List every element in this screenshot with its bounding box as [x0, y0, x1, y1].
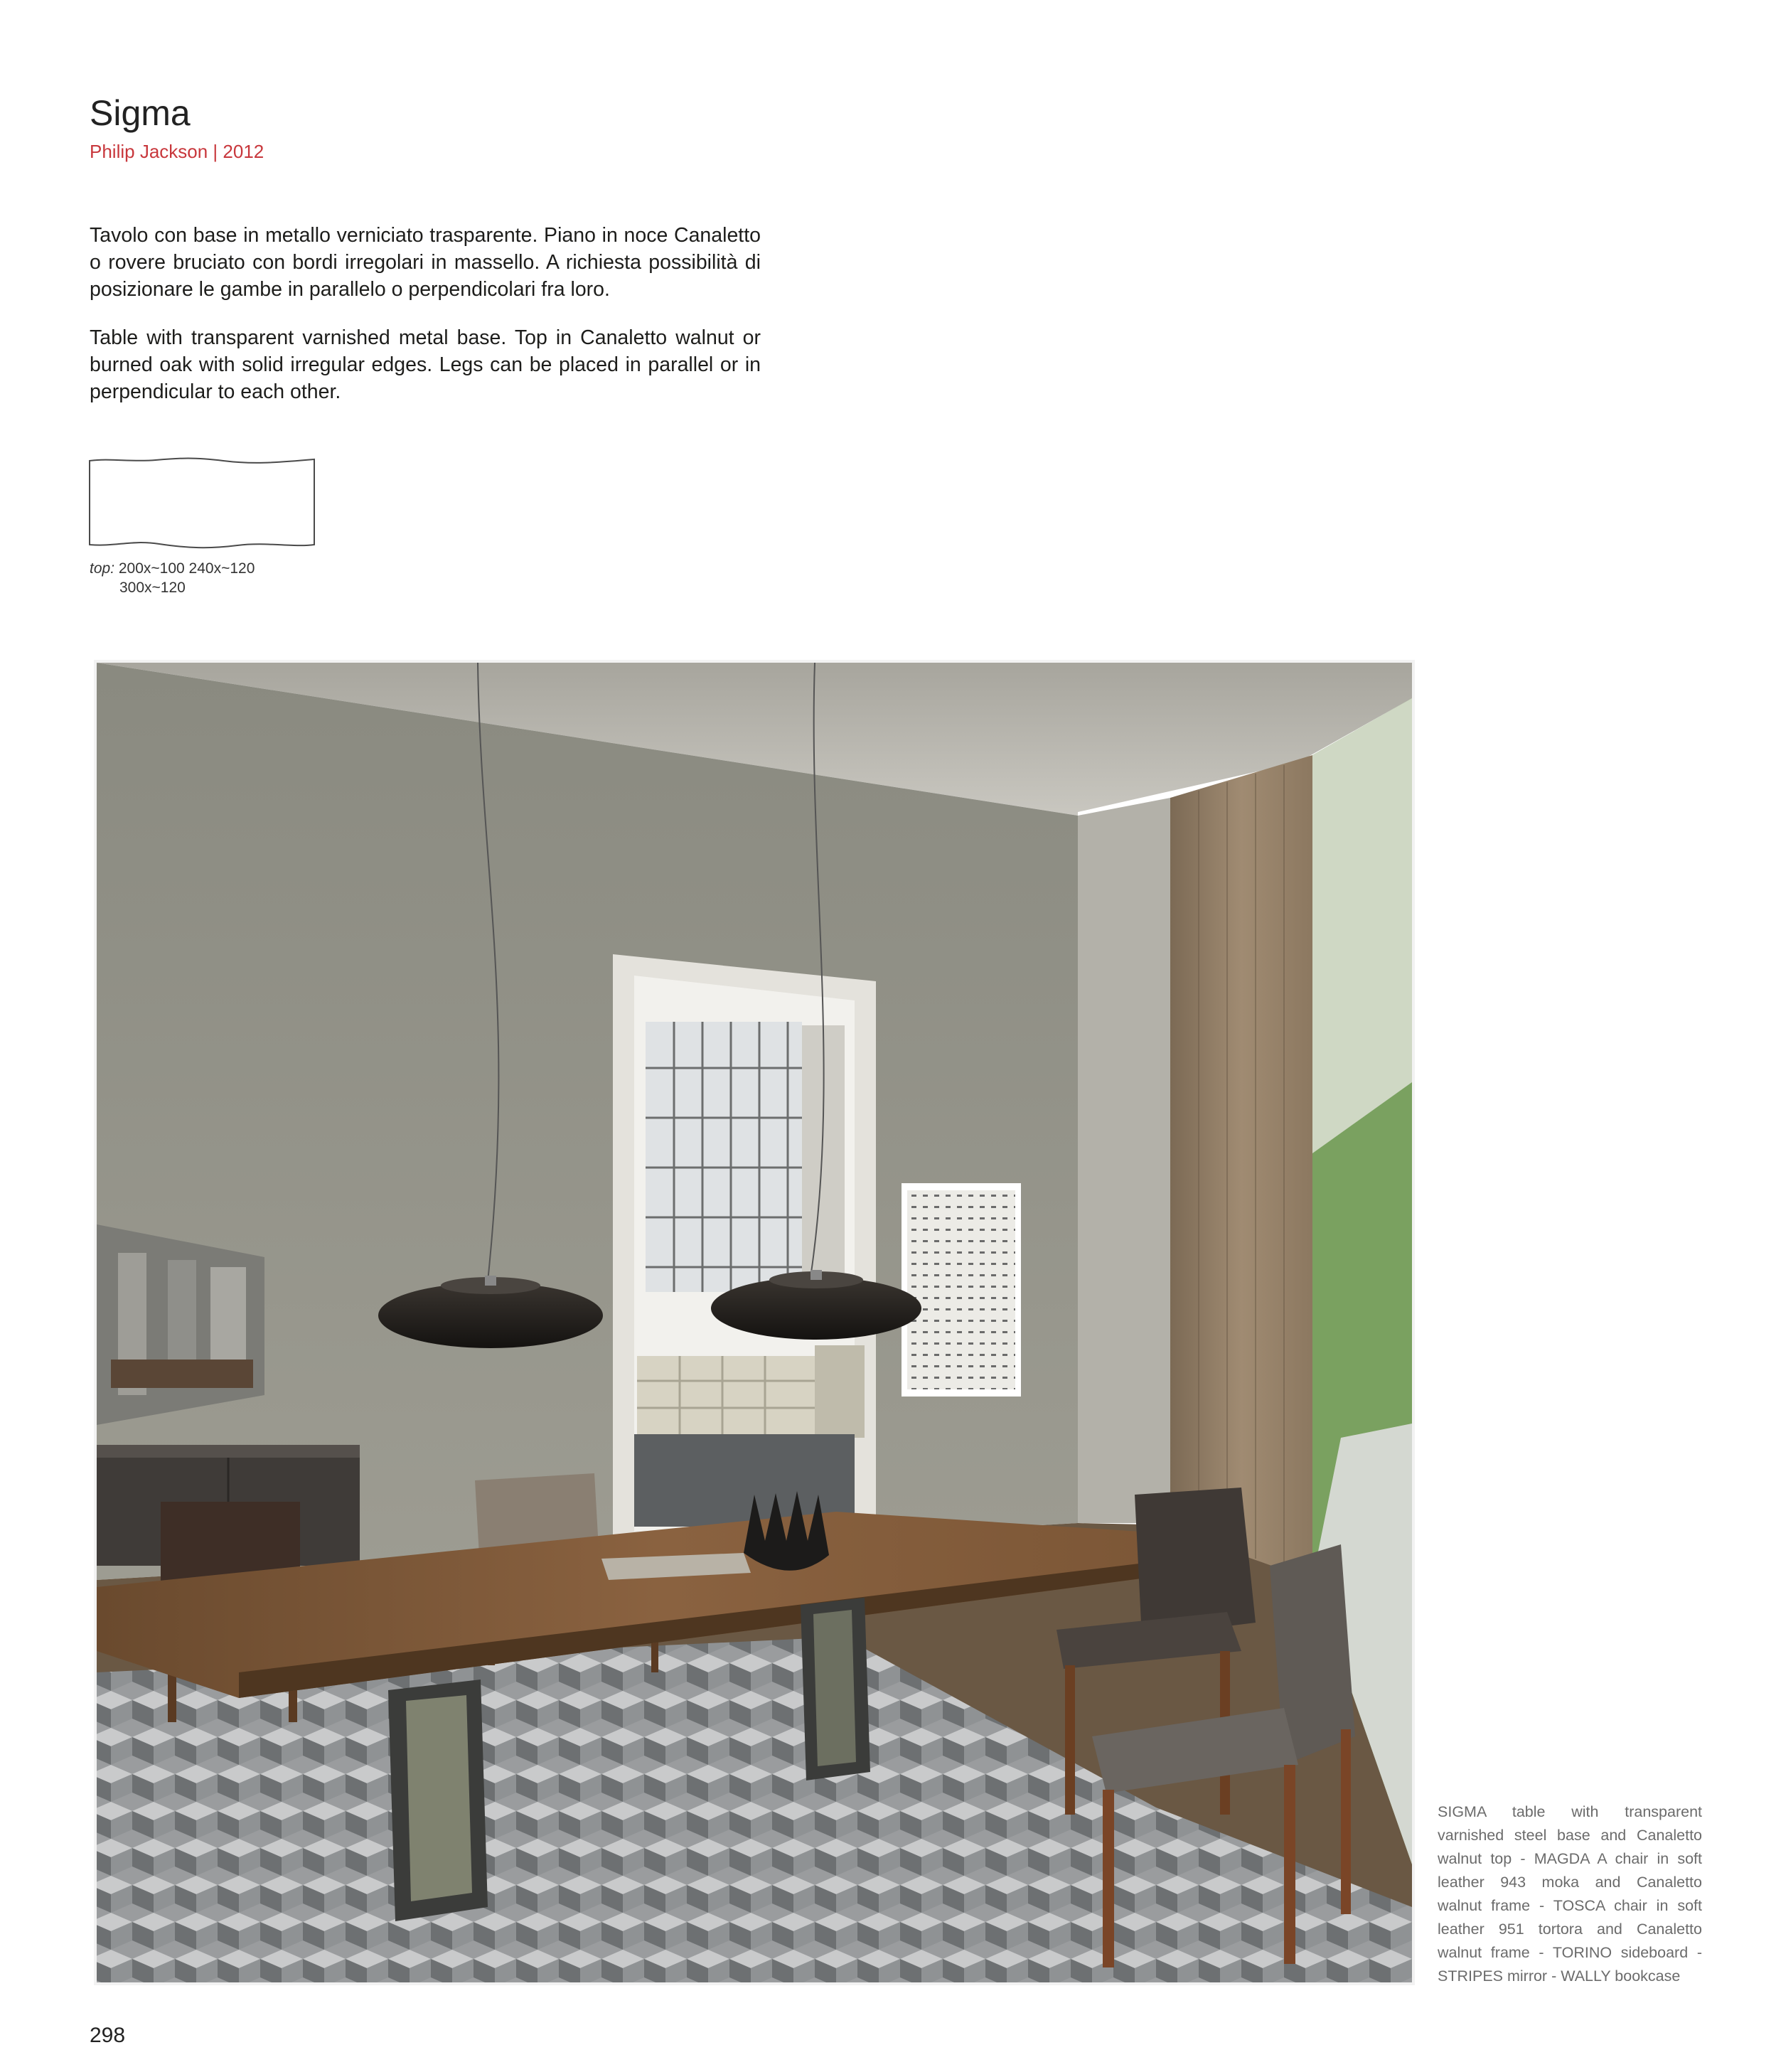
dimensions-row-1 [90, 559, 255, 578]
dining-room-scene [90, 656, 1419, 1990]
designer-year: Philip Jackson | 2012 [90, 141, 264, 162]
dimensions-values-1: 200x~100 240x~120 [118, 560, 255, 577]
table-top-shape-diagram [88, 455, 316, 549]
photo-caption: SIGMA table with transparent varnished steel base and Canaletto walnut top - MAGDA A chair in soft leather 943 moka and Canaletto walnut frame - TOSCA chair in soft leather 951 tortora and Canaletto walnut frame - TORINO sideboard - STRIPES mirror - WALLY bookcase [1438, 1803, 1702, 1985]
description-english: Table with transparent varnished metal base. Top in Canaletto walnut or burned oak with solid irregular edges. Legs can be placed in parallel or in perpendicular to each other. [90, 326, 761, 403]
product-photo [90, 656, 1419, 1990]
back-window [646, 1022, 845, 1292]
linen-curtain [1170, 755, 1312, 1580]
page-number: 298 [90, 2024, 126, 2047]
dimensions-label: top: [90, 560, 115, 577]
description-italian: Tavolo con base in metallo verniciato trasparente. Piano in noce Canaletto o rovere bruciato con bordi irregolari in massello. A richiesta possibilità di posizionare le gambe in parallelo o perpendicolari fra loro. [90, 224, 761, 301]
product-title: Sigma [90, 93, 191, 133]
dimensions-values-2: 300x~120 [119, 580, 186, 596]
bookcase [637, 1345, 865, 1438]
dimensions [90, 559, 255, 597]
stripes-mirror [97, 1224, 264, 1425]
